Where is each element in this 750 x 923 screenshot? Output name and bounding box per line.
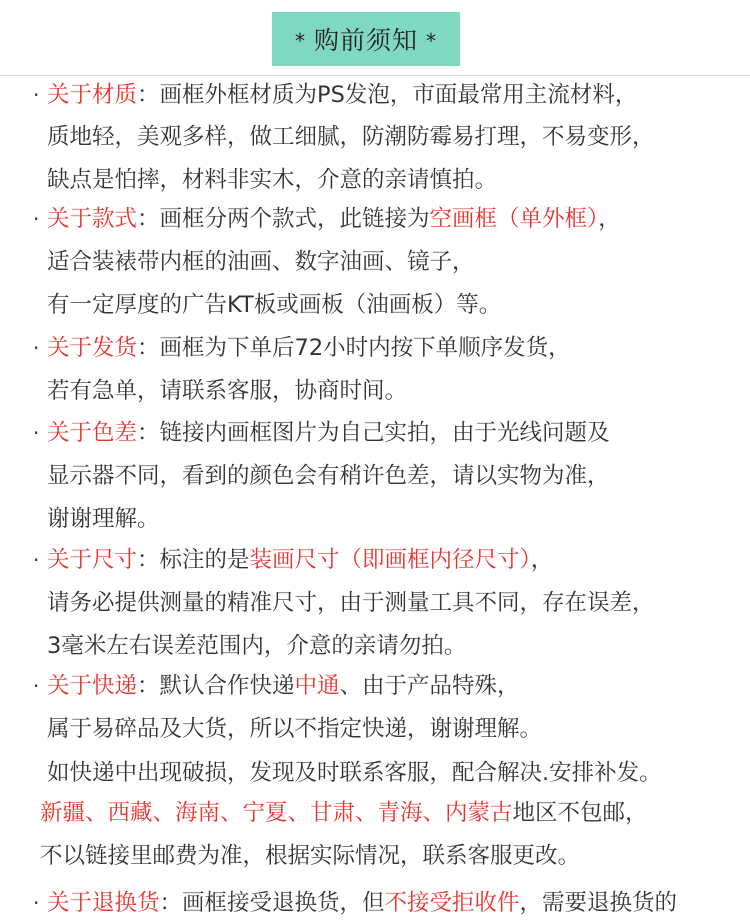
bullet-icon: ·: [33, 207, 40, 231]
highlight-text: 装画尺寸（即画框内径尺寸）: [249, 547, 531, 573]
section-style-line-3: 有一定厚度的广告KT板或画板（油画板）等。: [47, 292, 502, 318]
section-courier-last-line: 不以链接里邮费为准，根据实际情况，联系客服更改。: [40, 843, 581, 869]
section-style-line-2: 适合装裱带内框的油画、数字油画、镜子，: [47, 249, 475, 275]
section-courier-regions: 新疆、西藏、海南、宁夏、甘肃、青海、内蒙古地区不包邮，: [40, 800, 648, 826]
section-style-line-1: 关于款式：画框分两个款式，此链接为空画框（单外框），: [47, 206, 621, 232]
highlight-text: 新疆、西藏、海南、宁夏、甘肃、青海、内蒙古: [40, 800, 513, 826]
section-size-line-3: 3毫米左右误差范围内，介意的亲请勿拍。: [47, 633, 467, 659]
highlight-text: 不接受拒收件: [384, 890, 520, 916]
section-label: 关于尺寸: [47, 547, 138, 573]
section-return-line-1: 关于退换货：画框接受退换货，但不接受拒收件，需要退换货的: [47, 890, 678, 916]
bullet-icon: ·: [33, 891, 40, 915]
section-label: 关于材质: [47, 82, 138, 108]
header-band: [0, 0, 750, 76]
section-material-line-1: 关于材质：画框外框材质为PS发泡，市面最常用主流材料，: [47, 82, 638, 108]
bullet-icon: ·: [33, 674, 40, 698]
page-title: 购前须知: [313, 26, 418, 55]
star-left-icon: *: [294, 29, 306, 53]
section-shipping-line-2: 若有急单，请联系客服，协商时间。: [47, 378, 408, 404]
section-label: 关于退换货: [47, 890, 160, 916]
section-size-line-2: 请务必提供测量的精准尺寸，由于测量工具不同，存在误差，: [47, 590, 655, 616]
highlight-text: 中通: [294, 673, 340, 699]
bullet-icon: ·: [33, 548, 40, 572]
bullet-icon: ·: [33, 83, 40, 107]
section-shipping-line-1: 关于发货：画框为下单后72小时内按下单顺序发货，: [47, 335, 571, 361]
section-courier-line-3: 如快递中出现破损，发现及时联系客服，配合解决.安排补发。: [47, 760, 662, 786]
section-courier-line-2: 属于易碎品及大货，所以不指定快递，谢谢理解。: [47, 716, 543, 742]
section-color-line-2: 显示器不同，看到的颜色会有稍许色差，请以实物为准，: [47, 463, 610, 489]
bullet-icon: ·: [33, 336, 40, 360]
section-label: 关于色差: [47, 420, 138, 446]
section-label: 关于发货: [47, 335, 138, 361]
section-material-line-2: 质地轻，美观多样，做工细腻，防潮防霉易打理，不易变形，: [47, 124, 655, 150]
section-material-line-3: 缺点是怕摔，材料非实木，介意的亲请慎拍。: [47, 167, 498, 193]
section-size-line-1: 关于尺寸：标注的是装画尺寸（即画框内径尺寸），: [47, 547, 554, 573]
section-label: 关于快递: [47, 673, 138, 699]
star-right-icon: *: [426, 29, 437, 53]
section-label: 关于款式: [47, 206, 138, 232]
section-color-line-1: 关于色差：链接内画框图片为自己实拍，由于光线问题及: [47, 420, 610, 446]
section-color-line-3: 谢谢理解。: [47, 506, 160, 532]
page-title-banner: [272, 12, 460, 66]
bullet-icon: ·: [33, 421, 40, 445]
highlight-text: 空画框（单外框）: [429, 206, 599, 232]
section-courier-line-1: 关于快递：默认合作快递中通、由于产品特殊，: [47, 673, 520, 699]
